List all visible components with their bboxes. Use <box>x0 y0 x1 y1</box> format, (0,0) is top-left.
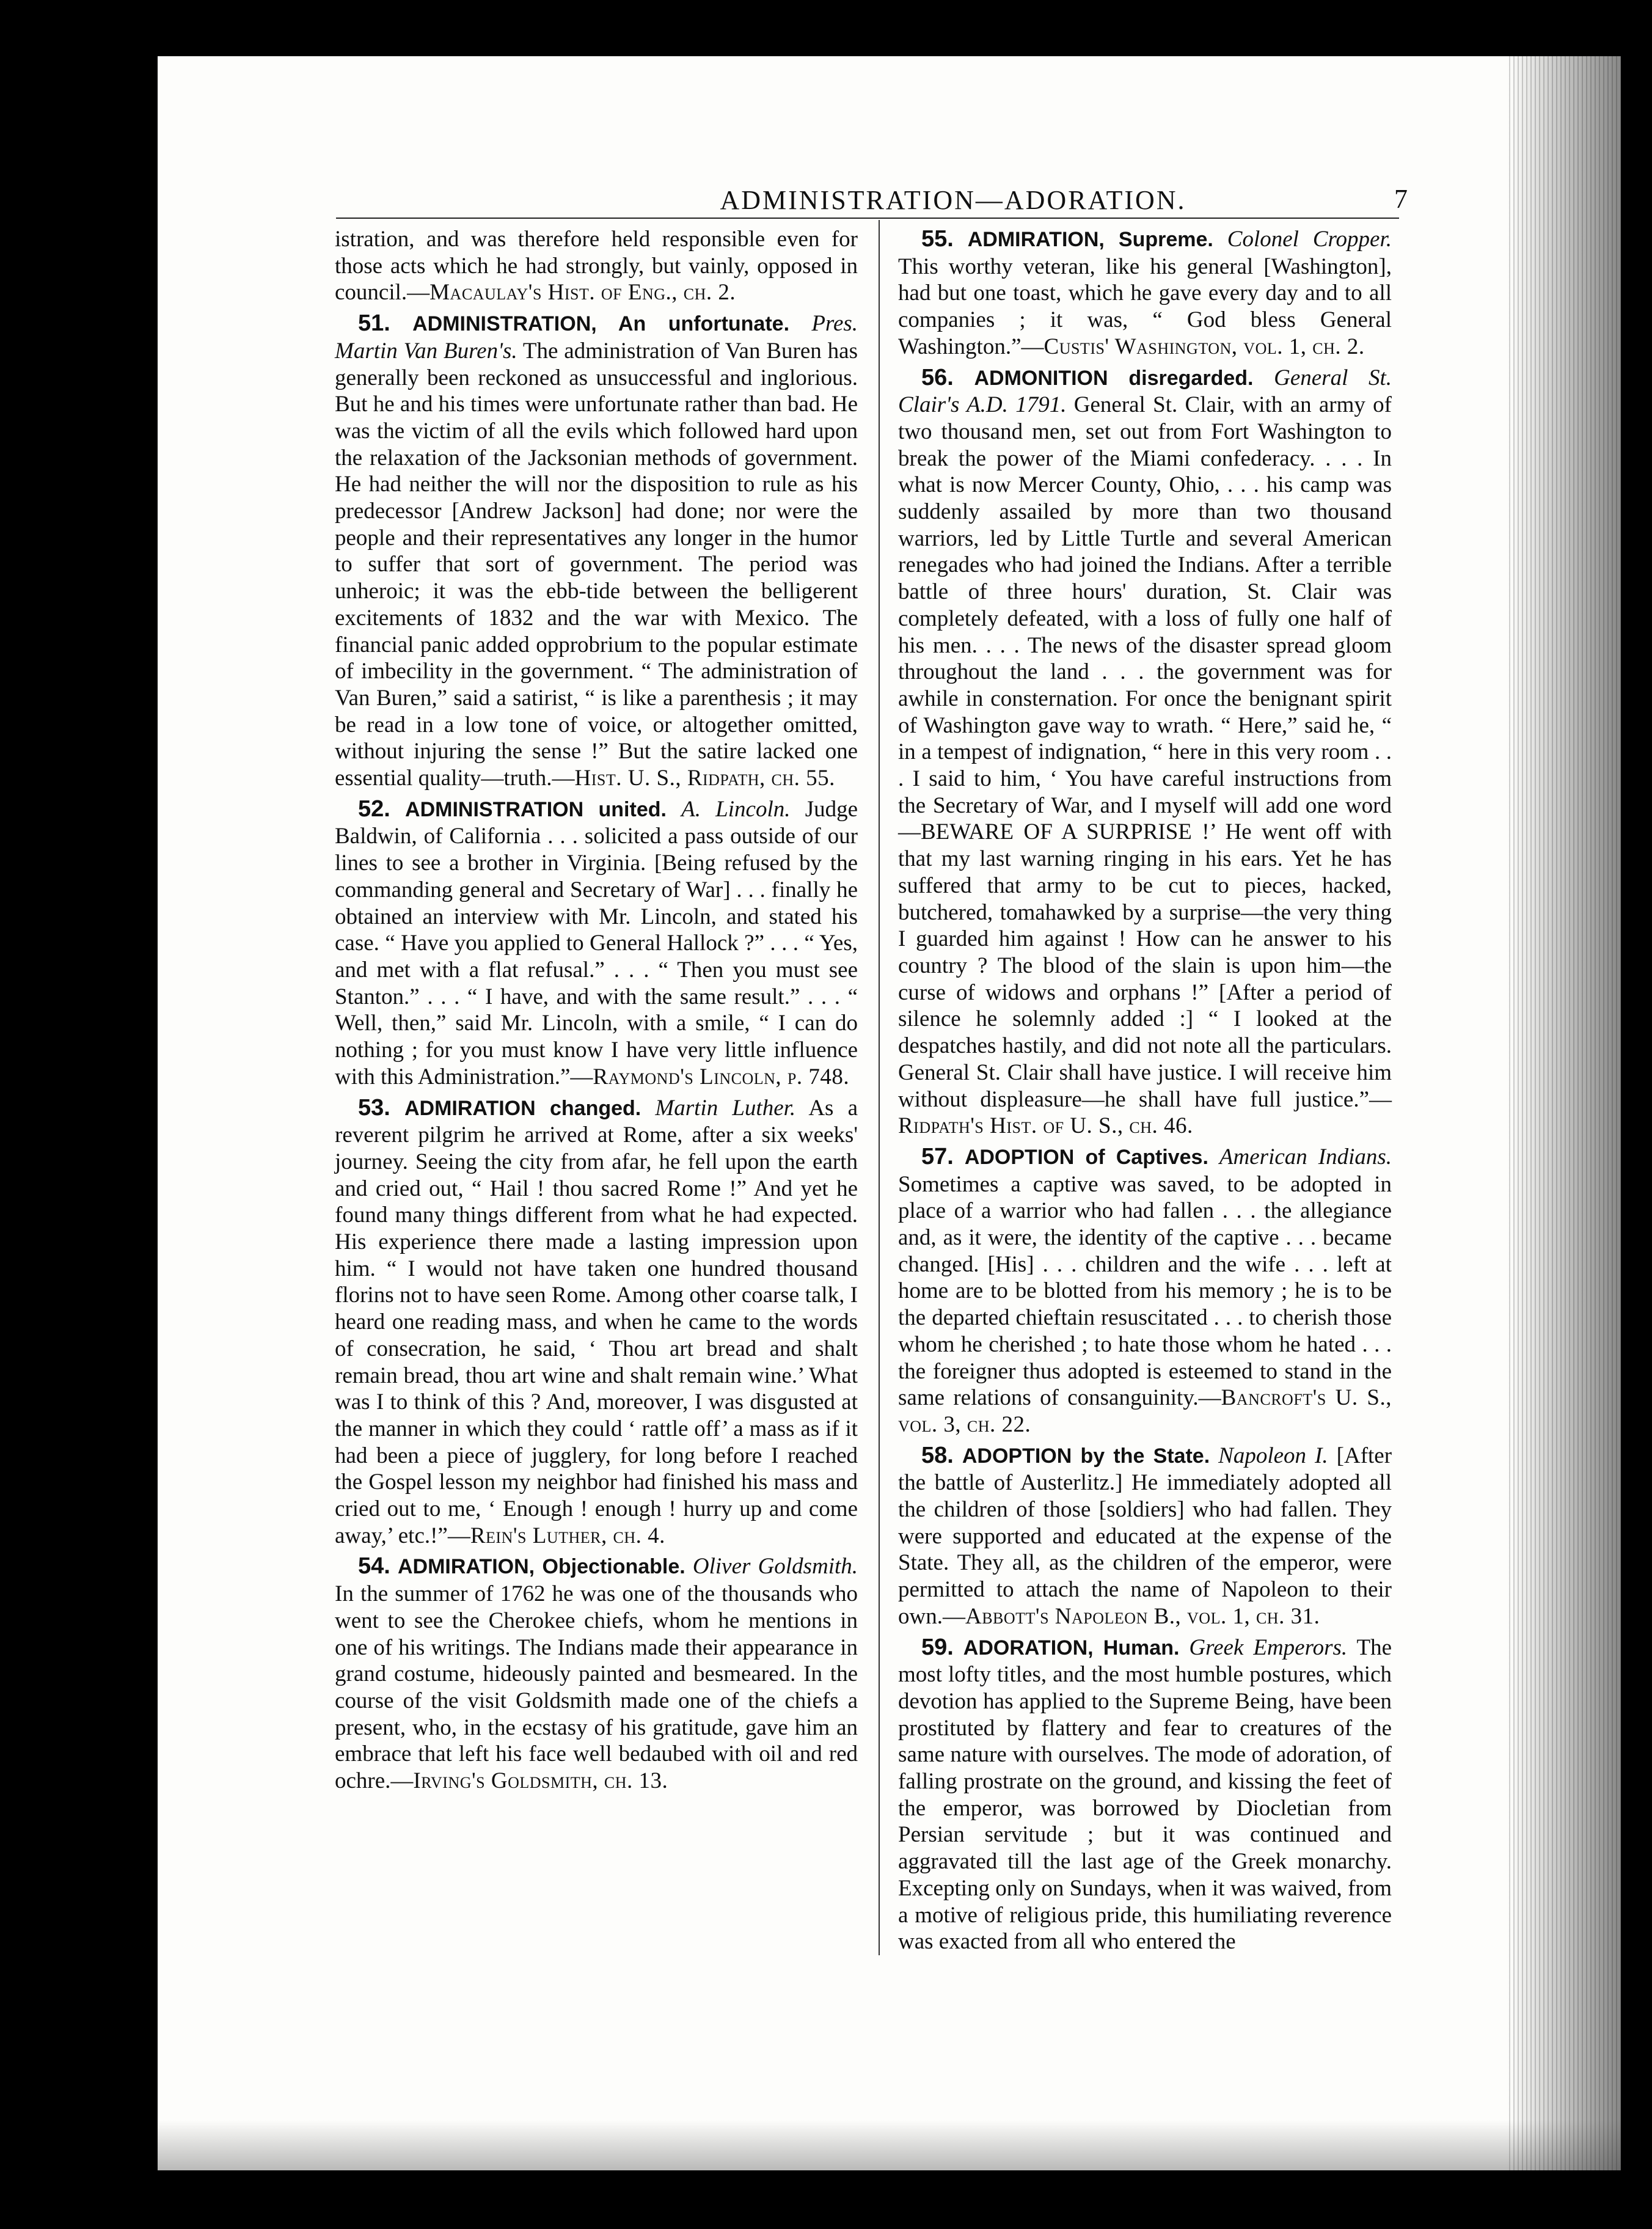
entry-body: Sometimes a captive was saved, to be adopted in place of a warrior who had fallen . . . the allegiance and, as it were, the identity of the captive . . . became changed. [His] . . . children and the wife . . . left at home are to be blotted from his memory ; he is to be the departed chieftain resuscitated . . . to cherish those whom he cherished ; to hate those whom he hated . . . the foreigner thus adopted is esteemed to stand in the same relations of consanguinity.— <box>898 1171 1392 1411</box>
header-rule <box>336 218 1399 219</box>
entry-heading: ADMIRATION, Objectionable. <box>397 1555 685 1579</box>
entry-subject: Martin Luther. <box>655 1095 796 1121</box>
entry-body: The most lofty titles, and the most humble postures, which devotion has applied to the Supreme Being, have been prostituted by flattery and fear to creatures of the same nature with ourselves. The mode of adoration, of falling prostrate on the ground, and kissing the feet of the emperor, was borrowed by Diocletian from Persian servitude ; but it was continued and aggravated till the last age of the Greek monarchy. Excepting only on Sundays, when it was waived, from a motive of religious pride, this humiliating reverence was exacted from all who entered the <box>898 1634 1392 1955</box>
entry-body: istration, and was therefore held responsible even for those acts which he had strongly, but vainly, opposed in council.— <box>335 227 858 306</box>
entry-number: 57. <box>921 1143 954 1169</box>
entry-59 <box>898 1634 1392 1955</box>
entry-number: 59. <box>921 1634 954 1660</box>
running-head: ADMINISTRATION—ADORATION. <box>720 185 1186 215</box>
entry-number: 58. <box>921 1442 954 1468</box>
entry-subject: A. Lincoln. <box>681 796 791 822</box>
entry-source: Rein's Luther, ch. 4. <box>470 1523 665 1548</box>
entry-subject: Colonel Cropper. <box>1227 227 1392 252</box>
left-column <box>335 226 858 1799</box>
entry-source: Hist. U. S., Ridpath, ch. 55. <box>574 766 835 791</box>
entry-continued <box>335 226 858 306</box>
entry-number: 56. <box>921 364 954 390</box>
entry-56 <box>898 365 1392 1140</box>
entry-58 <box>898 1443 1392 1630</box>
entry-source: Custis' Washington, vol. 1, ch. 2. <box>1043 334 1365 359</box>
entry-source: Macaulay's Hist. of Eng., ch. 2. <box>429 280 736 306</box>
entry-heading: ADMIRATION changed. <box>404 1096 641 1120</box>
entry-source: Raymond's Lincoln, p. 748. <box>593 1064 850 1089</box>
entry-body: This worthy veteran, like his general [Washington], had but one toast, which he gave every day and to all companies ; it was, “ God bless General Washington.”— <box>898 254 1392 359</box>
entry-number: 51. <box>358 310 390 337</box>
entry-number: 54. <box>358 1553 390 1579</box>
entry-body: Judge Baldwin, of California . . . solicited a pass outside of our lines to see a brother in Virginia. [Being refused by the commanding general and Secretary of War] . . . finally he obtained an interview with Mr. Lincoln, and stated his case. “ Have you applied to General Hallock ?” . . . “ Yes, and met with a flat refusal.” . . . “ Then you must see Stanton.” . . . “ I have, and with the same result.” . . . “ Well, then,” said Mr. Lincoln, with a smile, “ I can do nothing ; for you must know I have very little influence with this Administration.”— <box>335 796 858 1089</box>
entry-heading: ADMINISTRATION, An unfortunate. <box>412 312 790 336</box>
entry-heading: ADOPTION by the State. <box>962 1444 1210 1468</box>
entry-body: As a reverent pilgrim he arrived at Rome, after a six weeks' journey. Seeing the city from afar, he fell upon the earth and cried out, “ Hail ! thou sacred Rome !” And yet he found many things different from what he had expected. His experience there made a lasting impression upon him. “ I would not have taken one hundred thousand florins not to have seen Rome. Among other coarse talk, I heard one reading mass, and when he came to the words of consecration, he said, ‘ Thou art bread and shalt remain bread, thou art wine and shalt remain wine.’ What was I to think of this ? And, moreover, I was disgusted at the manner in which they could ‘ rattle off’ a mass as if it had been a piece of jugglery, for long before I reached the Gospel lesson my neighbor had finished his mass and cried out to me, ‘ Enough ! enough ! hurry up and come away,’ etc.!”— <box>335 1095 858 1548</box>
entry-subject: Oliver Goldsmith. <box>692 1554 858 1579</box>
entry-51 <box>335 310 858 792</box>
entry-subject: General St. Clair's A.D. 1791. <box>898 365 1392 418</box>
entry-subject: Napoleon I. <box>1218 1443 1328 1468</box>
entry-53 <box>335 1095 858 1550</box>
page-edge-lines <box>1509 56 1621 2170</box>
entry-source: Irving's Goldsmith, ch. 13. <box>413 1768 668 1794</box>
entry-source: Bancroft's U. S., vol. 3, ch. 22. <box>898 1385 1392 1437</box>
entry-heading: ADMONITION disregarded. <box>974 366 1254 390</box>
entry-57 <box>898 1144 1392 1438</box>
page-number: 7 <box>1394 184 1408 214</box>
page-bottom-shadow <box>158 2120 1621 2170</box>
entry-subject: American Indians. <box>1219 1144 1392 1169</box>
entry-subject: Greek Emperors. <box>1189 1634 1348 1660</box>
entry-number: 52. <box>358 796 390 822</box>
entry-body: General St. Clair, with an army of two thousand men, set out from Fort Washington to break the power of the Miami confederacy. . . . In what is now Mercer County, Ohio, . . . his camp was suddenly assailed by more than two thousand warriors, led by Little Turtle and several American renegades who had joined the Indians. After a terrible battle of three hours' duration, St. Clair was completely defeated, with a loss of fully one half of his men. . . . The news of the disaster spread gloom throughout the land . . . the government was for awhile in consternation. For once the benignant spirit of Washington gave way to wrath. “ Here,” said he, “ in a tempest of indignation, “ here in this very room . . . I said to him, ‘ You have careful instructions from the Secretary of War, and I myself will add one word—BEWARE OF A SURPRISE !’ He went off with that my last warning ringing in his ears. Yet he has suffered that army to be cut to pieces, hacked, butchered, tomahawked by a surprise—the very thing I guarded him against ! How can he answer to his country ? The blood of the slain is upon him—the curse of widows and orphans !” [After a period of silence he solemnly added :] “ I looked at the despatches hastily, and did not note all the particulars. General St. Clair shall have justice. I will receive him without displeasure—he shall have full justice.”— <box>898 392 1392 1112</box>
entry-body: In the summer of 1762 he was one of the thousands who went to see the Cherokee chiefs, whom he mentions in one of his writings. The Indians made their appearance in grand costume, hideously painted and besmeared. In the course of the visit Goldsmith made one of the chiefs a present, who, in the ecstasy of his gratitude, gave him an embrace that left his face well bedaubed with oil and red ochre.— <box>335 1581 858 1794</box>
entry-body: The administration of Van Buren has generally been reckoned as unsuccessful and inglorious. But he and his times were unfortunate rather than bad. He was the victim of all the evils which followed hard upon the relaxation of the Jacksonian methods of government. He had neither the will nor the disposition to rule as his predecessor [Andrew Jackson] had done; nor were the people and their representatives any longer in the humor to suffer that sort of government. The period was unheroic; it was the ebb-tide between the belligerent excitements of 1832 and the war with Mexico. The financial panic added opprobrium to the popular estimate of imbecility in the government. “ The administration of Van Buren,” said a satirist, “ is like a parenthesis ; it may be read in a low tone of voice, or altogether omitted, without injuring the sense !” But the satire lacked one essential quality—truth.— <box>335 338 858 791</box>
entry-body: [After the battle of Austerlitz.] He immediately adopted all the children of those [soldiers] who had fallen. They were supported and educated at the expense of the State. They all, as the children of the emperor, were permitted to attach the name of Napoleon to their own.— <box>898 1443 1392 1629</box>
entry-source: Ridpath's Hist. of U. S., ch. 46. <box>898 1113 1193 1139</box>
entry-heading: ADOPTION of Captives. <box>964 1145 1208 1169</box>
page-edge-shadow <box>1509 56 1621 2170</box>
entry-subject: Pres. Martin Van Buren's. <box>335 311 858 364</box>
entry-heading: ADMINISTRATION united. <box>405 797 667 821</box>
entry-source: Abbott's Napoleon B., vol. 1, ch. 31. <box>965 1603 1320 1629</box>
entry-number: 53. <box>358 1094 390 1121</box>
entry-heading: ADMIRATION, Supreme. <box>967 228 1213 251</box>
entry-heading: ADORATION, Human. <box>963 1636 1180 1660</box>
entry-52 <box>335 796 858 1091</box>
right-column <box>898 226 1392 1960</box>
entry-55 <box>898 226 1392 361</box>
entry-number: 55. <box>921 226 954 252</box>
column-divider <box>879 220 880 1955</box>
entry-54 <box>335 1553 858 1794</box>
